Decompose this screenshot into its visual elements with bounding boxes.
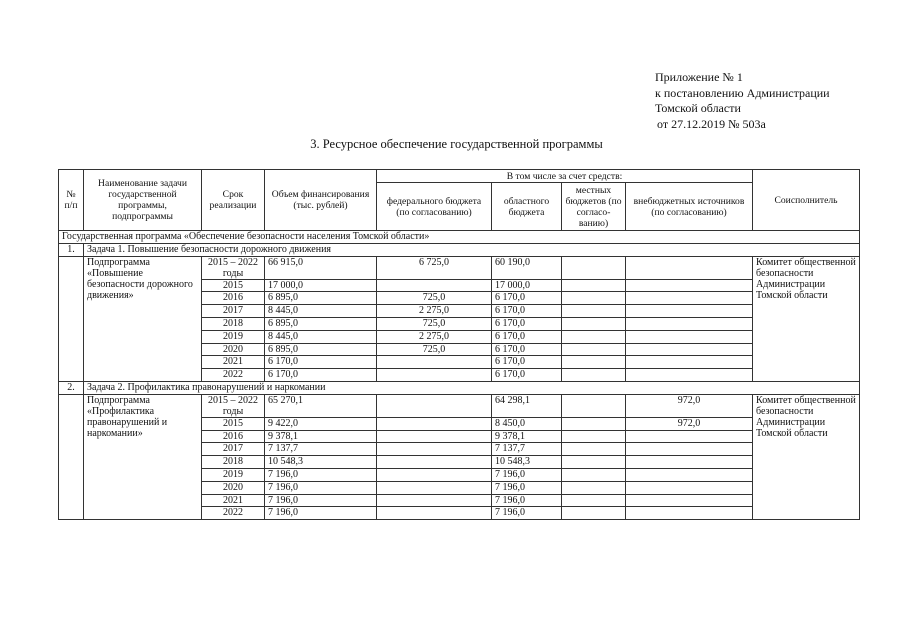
executor-cell: Комитет общественной безопасности Администрации Томской области (753, 256, 860, 381)
federal-cell (377, 417, 492, 430)
extra-cell (626, 330, 753, 343)
local-cell (562, 330, 626, 343)
local-cell (562, 279, 626, 292)
local-cell (562, 443, 626, 456)
document-title-text: 3. Ресурсное обеспечение государственной программы (310, 137, 603, 151)
federal-cell (377, 369, 492, 382)
volume-cell: 65 270,1 (265, 394, 377, 417)
document-title (0, 137, 905, 152)
task-title: Задача 1. Повышение безопасности дорожного движения (84, 243, 860, 256)
appendix-line-2: к постановлению Администрации (655, 85, 830, 100)
term-cell: 2017 (202, 305, 265, 318)
volume-cell: 10 548,3 (265, 456, 377, 469)
volume-cell: 7 196,0 (265, 507, 377, 520)
term-cell: 2015 (202, 417, 265, 430)
extra-cell (626, 481, 753, 494)
term-cell: 2015 – 2022 годы (202, 256, 265, 279)
local-cell (562, 256, 626, 279)
regional-cell: 6 170,0 (492, 369, 562, 382)
term-cell: 2019 (202, 468, 265, 481)
header-term: Срок реализации (202, 170, 265, 231)
extra-cell (626, 356, 753, 369)
regional-cell: 7 196,0 (492, 507, 562, 520)
header-regional: областного бюджета (492, 183, 562, 231)
task-number: 1. (59, 243, 84, 256)
extra-cell (626, 343, 753, 356)
appendix-line-4: от 27.12.2019 № 503а (657, 116, 766, 131)
volume-cell: 6 895,0 (265, 343, 377, 356)
extra-cell (626, 456, 753, 469)
extra-cell (626, 494, 753, 507)
federal-cell: 6 725,0 (377, 256, 492, 279)
local-cell (562, 317, 626, 330)
term-cell: 2019 (202, 330, 265, 343)
extra-cell (626, 443, 753, 456)
regional-cell: 6 170,0 (492, 305, 562, 318)
volume-cell: 7 196,0 (265, 468, 377, 481)
volume-cell: 17 000,0 (265, 279, 377, 292)
extra-cell (626, 256, 753, 279)
term-cell: 2020 (202, 343, 265, 356)
extra-cell (626, 305, 753, 318)
federal-cell: 725,0 (377, 292, 492, 305)
federal-cell (377, 481, 492, 494)
volume-cell: 6 895,0 (265, 317, 377, 330)
subprogram-name: Подпрограмма «Профилактика правонарушений и наркомании» (84, 394, 202, 519)
appendix-line-3: Томской области (655, 101, 741, 115)
header-name: Наименование задачи государственной программы, подпрограммы (84, 170, 202, 231)
local-cell (562, 394, 626, 417)
task-title: Задача 2. Профилактика правонарушений и наркомании (84, 381, 860, 394)
federal-cell (377, 279, 492, 292)
extra-cell (626, 292, 753, 305)
federal-cell (377, 430, 492, 443)
local-cell (562, 417, 626, 430)
volume-cell: 8 445,0 (265, 330, 377, 343)
term-cell: 2021 (202, 494, 265, 507)
regional-cell: 64 298,1 (492, 394, 562, 417)
header-executor: Соисполнитель (753, 170, 860, 231)
regional-cell: 6 170,0 (492, 292, 562, 305)
extra-cell (626, 430, 753, 443)
local-cell (562, 430, 626, 443)
regional-cell: 6 170,0 (492, 317, 562, 330)
task-number: 2. (59, 381, 84, 394)
local-cell (562, 507, 626, 520)
federal-cell (377, 356, 492, 369)
term-cell: 2016 (202, 430, 265, 443)
local-cell (562, 456, 626, 469)
local-cell (562, 305, 626, 318)
term-cell: 2015 – 2022 годы (202, 394, 265, 417)
table-row (59, 256, 860, 279)
header-local: местных бюджетов (по согласо-ванию) (562, 183, 626, 231)
regional-cell: 7 196,0 (492, 494, 562, 507)
header-num: № п/п (59, 170, 84, 231)
volume-cell: 9 378,1 (265, 430, 377, 443)
federal-cell (377, 468, 492, 481)
extra-cell (626, 279, 753, 292)
federal-cell: 725,0 (377, 317, 492, 330)
appendix-line-1: Приложение № 1 (655, 70, 743, 84)
executor-cell: Комитет общественной безопасности Администрации Томской области (753, 394, 860, 519)
empty-num-cell (59, 256, 84, 381)
volume-cell: 7 196,0 (265, 481, 377, 494)
local-cell (562, 494, 626, 507)
term-cell: 2015 (202, 279, 265, 292)
extra-cell (626, 369, 753, 382)
volume-cell: 66 915,0 (265, 256, 377, 279)
extra-cell (626, 507, 753, 520)
volume-cell: 7 196,0 (265, 494, 377, 507)
header-including: В том числе за счет средств: (377, 170, 753, 183)
regional-cell: 6 170,0 (492, 356, 562, 369)
volume-cell: 7 137,7 (265, 443, 377, 456)
term-cell: 2018 (202, 317, 265, 330)
header-federal: федерального бюджета (по согласованию) (377, 183, 492, 231)
regional-cell: 7 196,0 (492, 468, 562, 481)
regional-cell: 6 170,0 (492, 343, 562, 356)
volume-cell: 6 895,0 (265, 292, 377, 305)
header-volume: Объем финансирования (тыс. рублей) (265, 170, 377, 231)
volume-cell: 8 445,0 (265, 305, 377, 318)
financing-table (58, 169, 860, 520)
regional-cell: 7 196,0 (492, 481, 562, 494)
regional-cell: 6 170,0 (492, 330, 562, 343)
header-extra: внебюджетных источников (по согласованию) (626, 183, 753, 231)
federal-cell (377, 394, 492, 417)
extra-cell (626, 317, 753, 330)
table-row (59, 394, 860, 417)
regional-cell: 10 548,3 (492, 456, 562, 469)
extra-cell: 972,0 (626, 394, 753, 417)
federal-cell (377, 443, 492, 456)
empty-num-cell (59, 394, 84, 519)
extra-cell: 972,0 (626, 417, 753, 430)
volume-cell: 6 170,0 (265, 356, 377, 369)
term-cell: 2020 (202, 481, 265, 494)
local-cell (562, 292, 626, 305)
volume-cell: 6 170,0 (265, 369, 377, 382)
subprogram-name: Подпрограмма «Повышение безопасности дорожного движения» (84, 256, 202, 381)
federal-cell (377, 456, 492, 469)
term-cell: 2017 (202, 443, 265, 456)
regional-cell: 60 190,0 (492, 256, 562, 279)
term-cell: 2022 (202, 507, 265, 520)
regional-cell: 17 000,0 (492, 279, 562, 292)
appendix-block (655, 70, 830, 132)
regional-cell: 8 450,0 (492, 417, 562, 430)
federal-cell (377, 494, 492, 507)
local-cell (562, 481, 626, 494)
program-title-row: Государственная программа «Обеспечение безопасности населения Томской области» (59, 231, 860, 244)
term-cell: 2021 (202, 356, 265, 369)
term-cell: 2022 (202, 369, 265, 382)
extra-cell (626, 468, 753, 481)
local-cell (562, 343, 626, 356)
federal-cell (377, 507, 492, 520)
local-cell (562, 369, 626, 382)
regional-cell: 9 378,1 (492, 430, 562, 443)
term-cell: 2018 (202, 456, 265, 469)
federal-cell: 2 275,0 (377, 330, 492, 343)
federal-cell: 725,0 (377, 343, 492, 356)
term-cell: 2016 (202, 292, 265, 305)
volume-cell: 9 422,0 (265, 417, 377, 430)
regional-cell: 7 137,7 (492, 443, 562, 456)
federal-cell: 2 275,0 (377, 305, 492, 318)
local-cell (562, 468, 626, 481)
local-cell (562, 356, 626, 369)
